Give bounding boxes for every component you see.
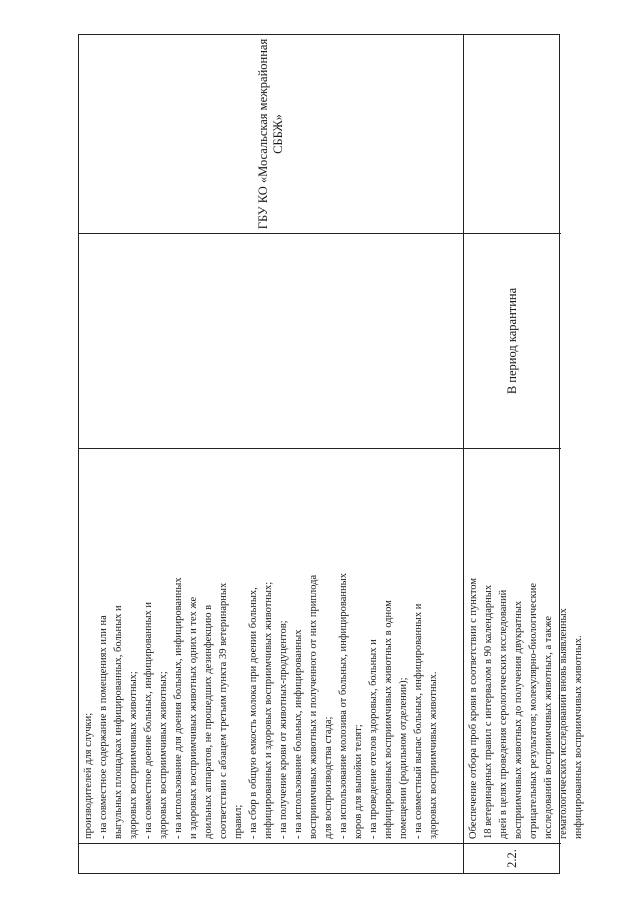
- term-cell: [79, 233, 463, 448]
- measure-text-cell: [464, 448, 584, 843]
- text-line: инфицированных восприимчивых животных.: [573, 635, 584, 839]
- term-text: В период карантина: [505, 287, 519, 395]
- text-line: производителей для случки;: [83, 712, 94, 839]
- text-line: коров для выпойки телят;: [353, 724, 364, 839]
- text-line: исследований восприимчивых животных, а также: [543, 615, 554, 839]
- text-line: восприимчивых животных и полученного от них приплода: [308, 574, 319, 839]
- text-line: дней в целях проведения серологических исследований: [498, 589, 509, 839]
- text-line: восприимчивых животных до получения двукратных: [513, 600, 524, 839]
- term-cell: [464, 233, 561, 448]
- text-line: - на использование больных, инфицированных: [293, 629, 304, 839]
- executor-cell: [464, 35, 561, 233]
- text-line: здоровых восприимчивых животных;: [158, 671, 169, 839]
- measures-table: [78, 34, 584, 874]
- executor-text: [464, 35, 561, 233]
- table-row: [79, 35, 464, 873]
- text-line: гематологических исследований вновь выявленных: [558, 608, 569, 839]
- text-line: доильных аппаратов, не прошедших дезинфекцию в: [203, 604, 214, 839]
- text-line: для воспроизводства стада;: [323, 716, 334, 839]
- text-line: помещении (родильном отделении);: [398, 677, 409, 839]
- measure-text-cell: [79, 448, 463, 843]
- measure-text: [464, 449, 588, 843]
- text-line: - на совместный выпас больных, инфицированных и: [413, 603, 424, 839]
- text-line: - на сбор в общую емкость молока при доении больных,: [248, 587, 259, 839]
- executor-cell: [79, 35, 463, 233]
- row-number: [79, 844, 83, 873]
- text-line: Обеспечение отбора проб крови в соответствии с пунктом: [468, 578, 479, 839]
- text-line: - на получение крови от животных-продуцентов;: [278, 620, 289, 839]
- table-row: [464, 35, 584, 873]
- text-line: инфицированных и здоровых восприимчивых животных;: [263, 581, 274, 839]
- text-line: соответствии с абзацем третьим пункта 39 ветеринарных: [218, 582, 229, 839]
- text-line: выгульных площадках инфицированных, больных и: [113, 605, 124, 839]
- text-line: 18 ветеринарных правил с интервалом в 90 календарных: [483, 584, 494, 839]
- row-number-cell: [464, 843, 561, 873]
- text-line: - на проведение отелов здоровых, больных и: [368, 639, 379, 839]
- text-line: инфицированных восприимчивых животных в одном: [383, 600, 394, 839]
- text-line: - на использование для доения больных, инфицированных: [173, 577, 184, 839]
- executor-text: ГБУ КО «Мосальская межрайонная СББЖ»: [256, 38, 285, 230]
- row-number-cell: [79, 843, 463, 873]
- text-line: здоровых восприимчивых животных.: [428, 671, 439, 839]
- text-line: - на совместное доение больных, инфицированных и: [143, 601, 154, 839]
- text-line: - на использование молозива от больных, инфицированных: [338, 573, 349, 839]
- text-line: - на совместное содержание в помещениях или на: [98, 615, 109, 839]
- text-line: правил;: [233, 804, 244, 839]
- measure-text: [79, 449, 443, 843]
- text-line: отрицательных результатов; молекулярно-биологические: [528, 582, 539, 839]
- text-line: здоровых восприимчивых животных;: [128, 671, 139, 839]
- text-line: и здоровых восприимчивых животных одних и тех же: [188, 596, 199, 839]
- term-text: [79, 234, 463, 448]
- row-number: 2.2.: [505, 849, 519, 868]
